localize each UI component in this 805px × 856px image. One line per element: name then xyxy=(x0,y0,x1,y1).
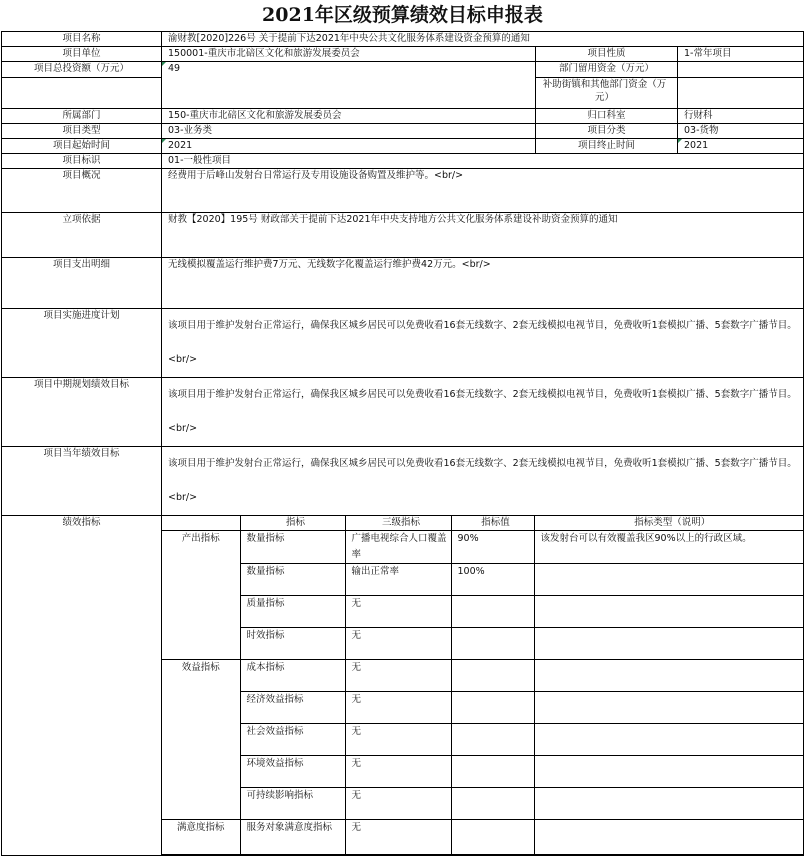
indicator-type[interactable] xyxy=(534,820,804,855)
indicators-header-level3: 三级指标 xyxy=(345,516,451,531)
label-project-unit: 项目单位 xyxy=(2,47,162,62)
sub-indicator: 时效指标 xyxy=(240,628,345,660)
level3-indicator[interactable]: 输出正常率 xyxy=(345,564,451,596)
sub-indicator: 成本指标 xyxy=(240,660,345,692)
value-project-mark[interactable]: 01-一般性项目 xyxy=(162,154,804,169)
value-dept-retained[interactable] xyxy=(678,62,804,78)
value-overview[interactable]: 经费用于后峰山发射台日常运行及专用设施设备购置及维护等。<br/> xyxy=(162,169,804,213)
level3-indicator[interactable]: 广播电视综合人口覆盖率 xyxy=(345,531,451,564)
indicators-table xyxy=(162,516,804,855)
value-basis[interactable]: 财教【2020】195号 财政部关于提前下达2021年中央支持地方公共文化服务体系建设补助资金预算的通知 xyxy=(162,213,804,258)
sub-indicator: 质量指标 xyxy=(240,596,345,628)
sub-indicator: 数量指标 xyxy=(240,564,345,596)
value-office[interactable]: 行财科 xyxy=(678,109,804,124)
form-title: 2021年区级预算绩效目标申报表 xyxy=(262,4,543,26)
indicator-type[interactable] xyxy=(534,756,804,788)
indicator-value[interactable]: 100% xyxy=(451,564,534,596)
label-office: 归口科室 xyxy=(536,109,678,124)
label-expense-detail: 项目支出明细 xyxy=(2,258,162,309)
indicators-header-blank xyxy=(162,516,240,531)
indicator-value[interactable] xyxy=(451,756,534,788)
indicator-type[interactable] xyxy=(534,692,804,724)
indicator-type[interactable] xyxy=(534,660,804,692)
sub-indicator: 数量指标 xyxy=(240,531,345,564)
investment-spacer xyxy=(2,78,162,109)
sub-indicator: 社会效益指标 xyxy=(240,724,345,756)
label-annual-goal: 项目当年绩效目标 xyxy=(2,447,162,516)
label-department: 所属部门 xyxy=(2,109,162,124)
indicator-type[interactable] xyxy=(534,788,804,820)
level3-indicator[interactable]: 无 xyxy=(345,756,451,788)
value-schedule[interactable]: 该项目用于维护发射台正常运行，确保我区城乡居民可以免费收看16套无线数字、2套无线模拟电视节目，免费收听1套模拟广播、5套数字广播节目。<br/> xyxy=(162,309,804,378)
level3-indicator[interactable]: 无 xyxy=(345,820,451,855)
sub-indicator: 服务对象满意度指标 xyxy=(240,820,345,855)
indicator-type[interactable] xyxy=(534,596,804,628)
group-output: 产出指标 xyxy=(162,531,240,660)
label-project-category: 项目分类 xyxy=(536,124,678,139)
sub-indicator: 可持续影响指标 xyxy=(240,788,345,820)
label-dept-retained: 部门留用资金（万元） xyxy=(536,62,678,78)
label-subsidy-towns: 补助街镇和其他部门资金（万元） xyxy=(536,78,678,109)
level3-indicator[interactable]: 无 xyxy=(345,628,451,660)
label-indicators: 绩效指标 xyxy=(2,516,162,856)
label-total-investment: 项目总投资额（万元） xyxy=(2,62,162,78)
level3-indicator[interactable]: 无 xyxy=(345,788,451,820)
value-total-investment[interactable]: 49 xyxy=(162,62,536,109)
indicator-value[interactable] xyxy=(451,692,534,724)
indicator-value[interactable]: 90% xyxy=(451,531,534,564)
indicator-value[interactable] xyxy=(451,596,534,628)
level3-indicator[interactable]: 无 xyxy=(345,692,451,724)
label-project-mark: 项目标识 xyxy=(2,154,162,169)
label-basis: 立项依据 xyxy=(2,213,162,258)
value-end-time[interactable]: 2021 xyxy=(678,139,804,154)
value-project-unit[interactable]: 150001-重庆市北碚区文化和旅游发展委员会 xyxy=(162,47,536,62)
value-project-category[interactable]: 03-货物 xyxy=(678,124,804,139)
group-satisfaction: 满意度指标 xyxy=(162,820,240,855)
indicator-type[interactable] xyxy=(534,628,804,660)
indicators-header-indicator: 指标 xyxy=(240,516,345,531)
value-project-type[interactable]: 03-业务类 xyxy=(162,124,536,139)
value-department[interactable]: 150-重庆市北碚区文化和旅游发展委员会 xyxy=(162,109,536,124)
value-project-nature[interactable]: 1-常年项目 xyxy=(678,47,804,62)
label-project-nature: 项目性质 xyxy=(536,47,678,62)
value-subsidy-towns[interactable] xyxy=(678,78,804,109)
indicators-block xyxy=(162,516,804,856)
label-start-time: 项目起始时间 xyxy=(2,139,162,154)
label-schedule: 项目实施进度计划 xyxy=(2,309,162,378)
label-mid-term-goal: 项目中期规划绩效目标 xyxy=(2,378,162,447)
indicator-type[interactable] xyxy=(534,724,804,756)
indicator-type[interactable]: 该发射台可以有效覆盖我区90%以上的行政区域。 xyxy=(534,531,804,564)
group-benefit: 效益指标 xyxy=(162,660,240,820)
label-overview: 项目概况 xyxy=(2,169,162,213)
value-annual-goal[interactable]: 该项目用于维护发射台正常运行，确保我区城乡居民可以免费收看16套无线数字、2套无线模拟电视节目，免费收听1套模拟广播、5套数字广播节目。<br/> xyxy=(162,447,804,516)
indicator-value[interactable] xyxy=(451,660,534,692)
indicator-value[interactable] xyxy=(451,788,534,820)
label-project-name: 项目名称 xyxy=(2,32,162,47)
budget-form-table xyxy=(1,31,804,856)
level3-indicator[interactable]: 无 xyxy=(345,596,451,628)
indicators-header-type: 指标类型（说明） xyxy=(534,516,804,531)
value-start-time[interactable]: 2021 xyxy=(162,139,536,154)
sub-indicator: 经济效益指标 xyxy=(240,692,345,724)
sub-indicator: 环境效益指标 xyxy=(240,756,345,788)
level3-indicator[interactable]: 无 xyxy=(345,724,451,756)
level3-indicator[interactable]: 无 xyxy=(345,660,451,692)
indicator-value[interactable] xyxy=(451,724,534,756)
indicators-header-value: 指标值 xyxy=(451,516,534,531)
indicator-value[interactable] xyxy=(451,820,534,855)
indicator-type[interactable] xyxy=(534,564,804,596)
value-expense-detail[interactable]: 无线模拟覆盖运行维护费7万元、无线数字化覆盖运行维护费42万元。<br/> xyxy=(162,258,804,309)
label-project-type: 项目类型 xyxy=(2,124,162,139)
indicator-value[interactable] xyxy=(451,628,534,660)
value-project-name[interactable]: 渝财教[2020]226号 关于提前下达2021年中央公共文化服务体系建设资金预算的通知 xyxy=(162,32,804,47)
value-mid-term-goal[interactable]: 该项目用于维护发射台正常运行，确保我区城乡居民可以免费收看16套无线数字、2套无线模拟电视节目，免费收听1套模拟广播、5套数字广播节目。<br/> xyxy=(162,378,804,447)
label-end-time: 项目终止时间 xyxy=(536,139,678,154)
